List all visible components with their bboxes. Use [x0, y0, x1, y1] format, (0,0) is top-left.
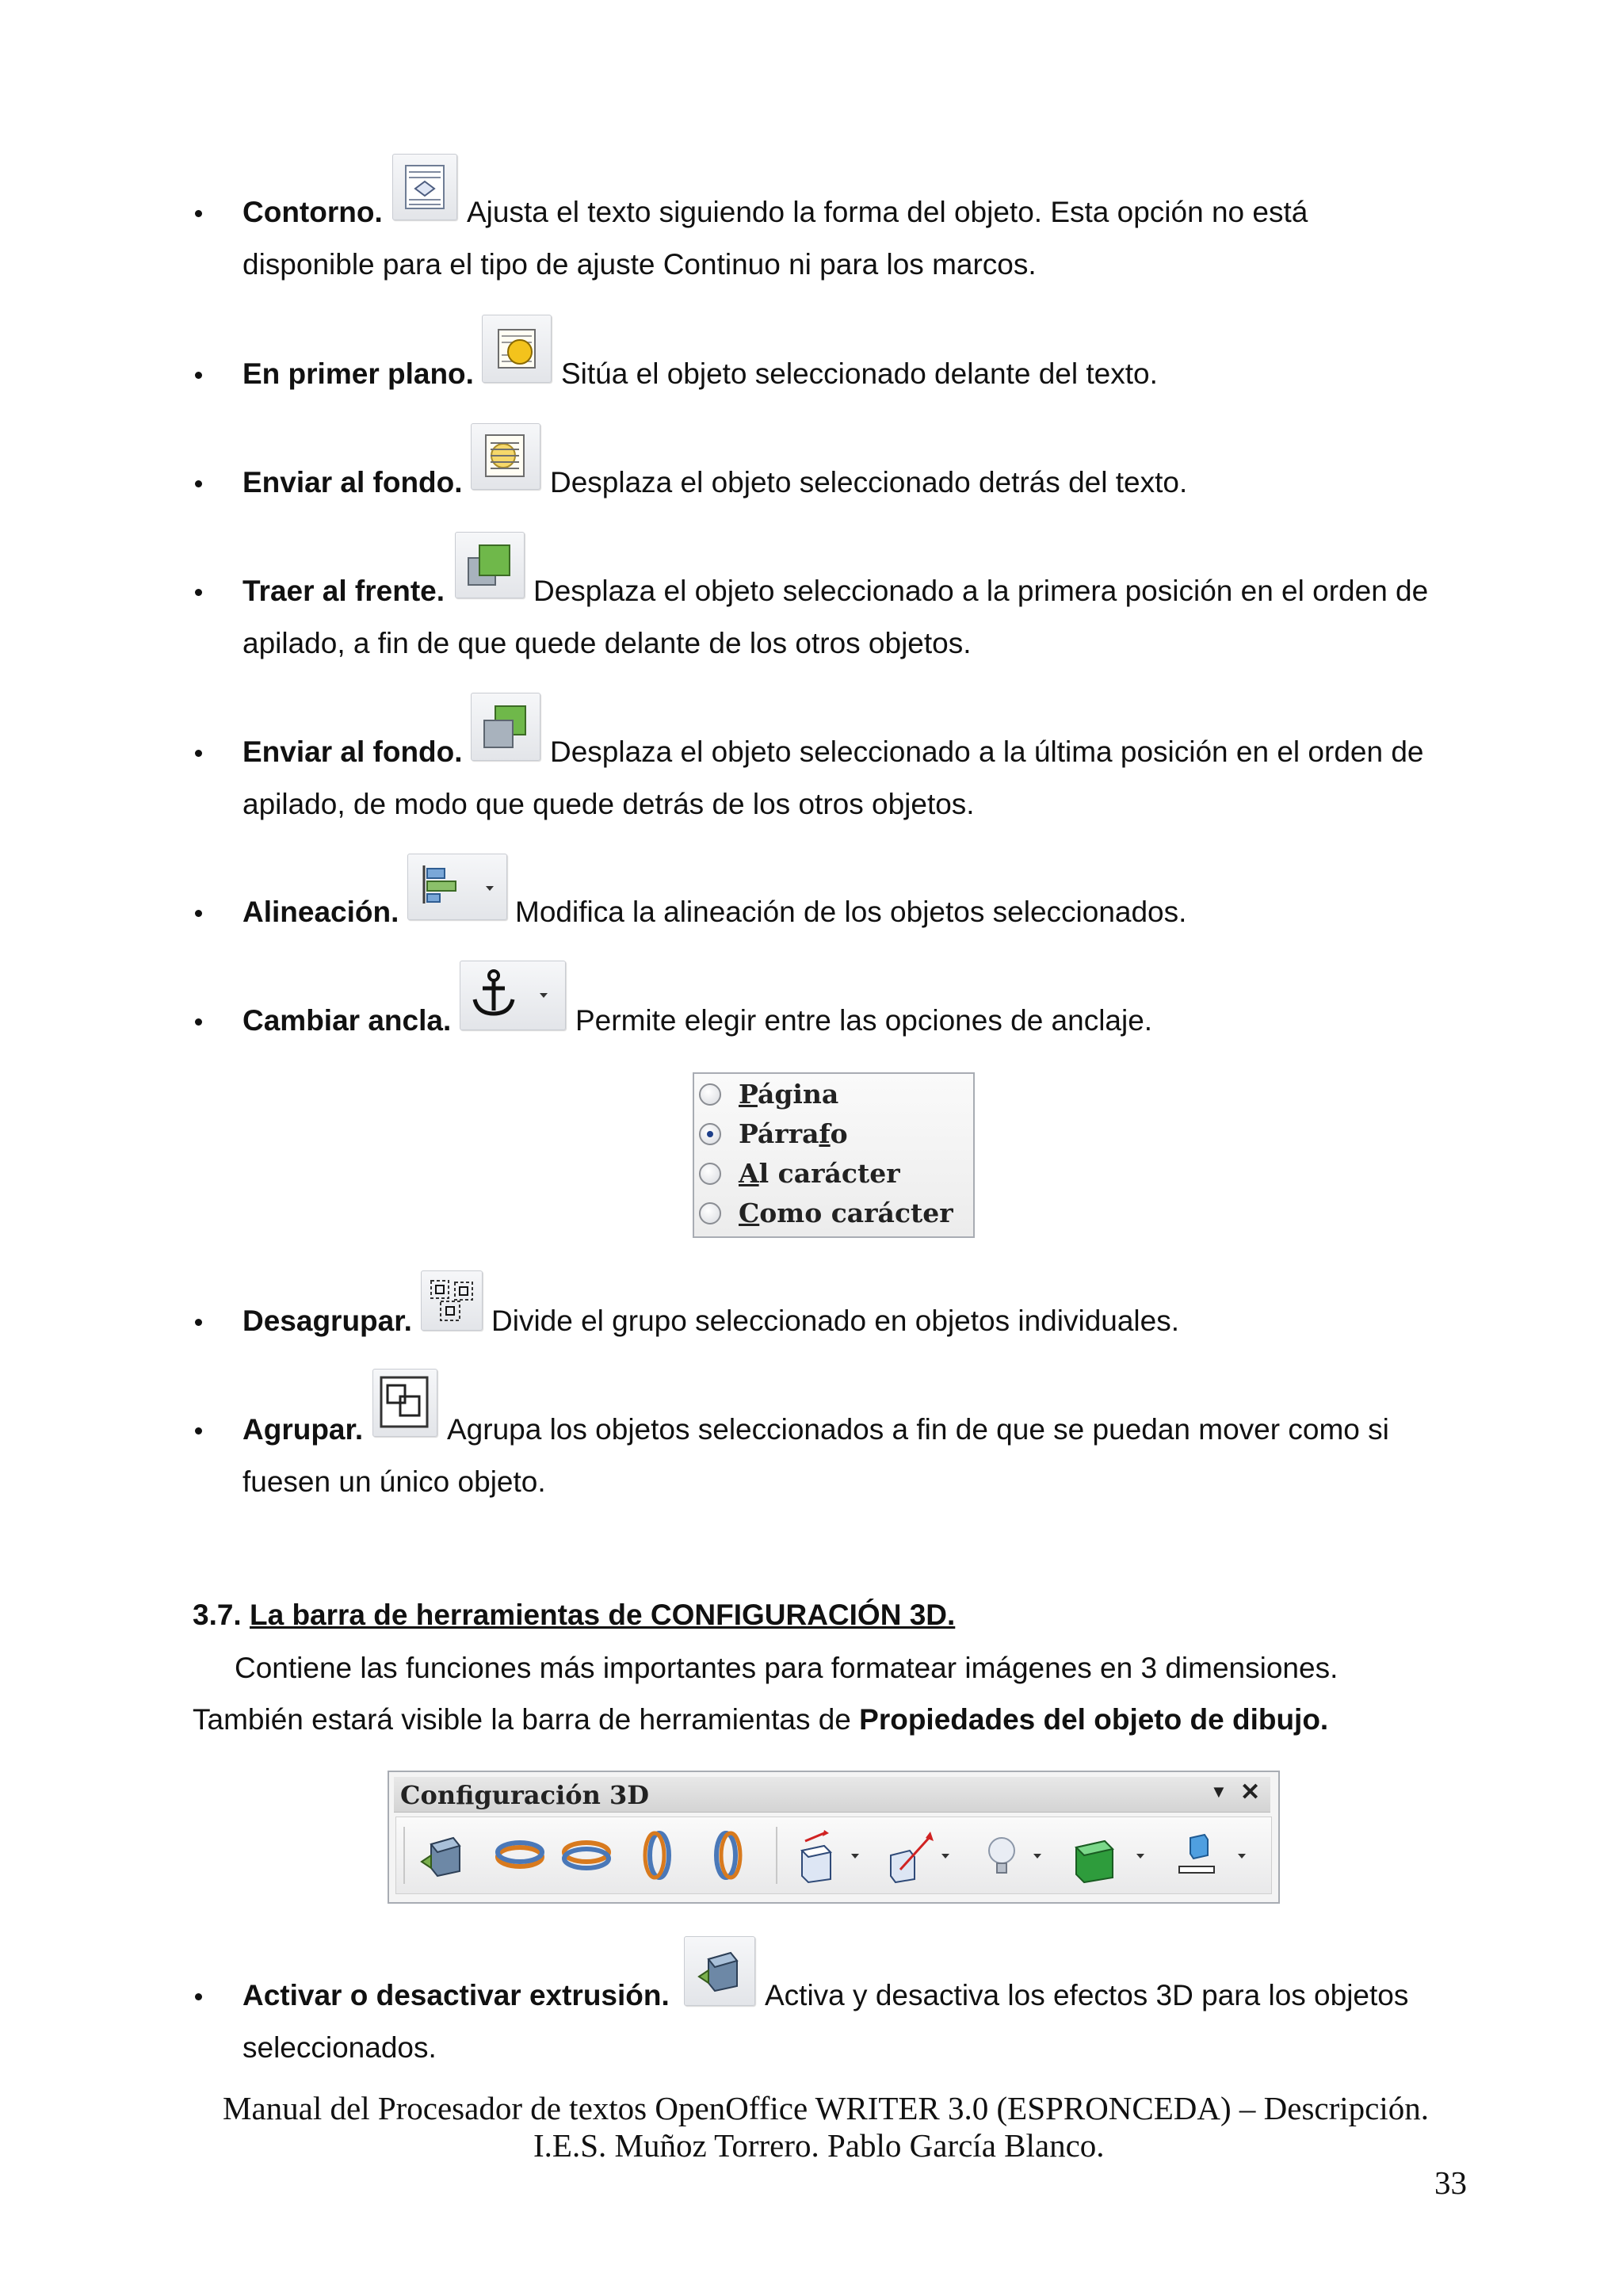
item-title: Contorno. — [242, 196, 383, 228]
direction-icon[interactable] — [878, 1824, 957, 1887]
tilt-left-icon[interactable] — [628, 1824, 691, 1887]
item-text-cont: apilado, a fin de que quede delante de los otros objetos. — [242, 627, 972, 659]
item-text: Desplaza el objeto seleccionado a la primera posición en el orden de — [533, 575, 1429, 607]
anchor-option-label: Página — [739, 1079, 839, 1110]
item-title: Activar o desactivar extrusión. — [242, 1979, 670, 2011]
ungroup-icon[interactable] — [421, 1270, 483, 1331]
anchor-options-panel — [693, 1072, 975, 1238]
radio-button[interactable] — [699, 1202, 721, 1224]
anchor-option-como-caracter[interactable] — [694, 1194, 973, 1234]
alignment-dropdown-icon[interactable] — [407, 854, 507, 920]
mnemonic: P — [739, 1079, 758, 1110]
bullet — [195, 1427, 202, 1435]
anchor-option-parrafo[interactable] — [694, 1115, 973, 1155]
tilt-down-icon[interactable] — [488, 1824, 552, 1887]
radio-button[interactable] — [699, 1163, 721, 1185]
section-paragraph: Contiene las funciones más importantes para formatear imágenes en 3 dimensiones. — [235, 1652, 1338, 1684]
toolbar-menu-icon[interactable]: ▼ — [1210, 1782, 1228, 1801]
wrap-background-icon[interactable] — [471, 423, 540, 490]
section-paragraph — [193, 1702, 1328, 1737]
item-text: Divide el grupo seleccionado en objetos individuales. — [491, 1305, 1180, 1337]
item-text-cont: seleccionados. — [242, 2031, 437, 2064]
item-title: Enviar al fondo. — [242, 466, 463, 499]
section-title: La barra de herramientas de CONFIGURACIÓN 3D. — [250, 1599, 956, 1631]
wrap-through-front-icon[interactable] — [482, 315, 552, 383]
item-text-cont: fuesen un único objeto. — [242, 1465, 546, 1498]
item-title: Desagrupar. — [242, 1305, 412, 1337]
toolbar-title: Configuración 3D — [400, 1780, 649, 1810]
item-title: Cambiar ancla. — [242, 1004, 452, 1037]
tilt-up-icon[interactable] — [555, 1824, 618, 1887]
bring-to-front-icon[interactable] — [455, 532, 525, 598]
item-text: Agrupa los objetos seleccionados a fin de que se puedan mover como si — [447, 1413, 1389, 1446]
item-title: En primer plano. — [242, 357, 474, 390]
bullet — [195, 1018, 202, 1026]
item-text: Permite elegir entre las opciones de anclaje. — [575, 1004, 1153, 1037]
item-line — [242, 195, 383, 230]
surface-icon[interactable] — [1067, 1824, 1154, 1887]
item-title: Enviar al fondo. — [242, 735, 463, 768]
footer-line-2: I.E.S. Muñoz Torrero. Pablo García Blanco. — [533, 2127, 1105, 2164]
3d-color-icon[interactable] — [1162, 1824, 1257, 1887]
anchor-dropdown-icon[interactable] — [460, 961, 566, 1030]
mnemonic: f — [819, 1118, 831, 1149]
depth-icon[interactable] — [788, 1824, 867, 1887]
radio-button[interactable] — [699, 1083, 721, 1106]
3d-settings-toolbar — [388, 1771, 1280, 1904]
bullet — [195, 1993, 202, 2000]
group-icon[interactable] — [372, 1369, 437, 1437]
radio-button-selected[interactable] — [699, 1123, 721, 1145]
send-to-back-icon[interactable] — [471, 693, 540, 761]
extrusion-toggle-icon[interactable] — [411, 1824, 474, 1887]
item-title: Traer al frente. — [242, 575, 445, 607]
item-title: Alineación. — [242, 896, 399, 928]
bullet — [195, 210, 202, 217]
page-number: 33 — [1434, 2164, 1467, 2201]
mnemonic: C — [739, 1198, 760, 1228]
section-number: 3.7. — [193, 1599, 242, 1631]
item-title: Agrupar. — [242, 1413, 364, 1446]
mnemonic: A — [739, 1158, 759, 1189]
toolbar-body — [395, 1817, 1272, 1894]
item-text: Activa y desactiva los efectos 3D para los objetos — [765, 1979, 1409, 2011]
item-text: Desplaza el objeto seleccionado a la última posición en el orden de — [550, 735, 1424, 768]
item-text: Ajusta el texto siguiendo la forma del objeto. Esta opción no está — [467, 196, 1308, 228]
bullet — [195, 372, 202, 379]
paragraph-bold: Propiedades del objeto de dibujo. — [859, 1703, 1329, 1736]
anchor-option-pagina[interactable] — [694, 1075, 973, 1115]
item-text-cont: disponible para el tipo de ajuste Continuo ni para los marcos. — [242, 248, 1037, 281]
footer-line-1: Manual del Procesador de textos OpenOffice WRITER 3.0 (ESPRONCEDA) – Descripción. — [223, 2090, 1430, 2126]
contour-wrap-icon[interactable] — [392, 154, 457, 220]
lighting-icon[interactable] — [972, 1824, 1051, 1887]
section-heading — [193, 1599, 955, 1632]
item-text: Desplaza el objeto seleccionado detrás del texto. — [550, 466, 1188, 499]
bullet — [195, 480, 202, 487]
bullet — [195, 1319, 202, 1326]
anchor-option-label: Como carácter — [739, 1198, 953, 1228]
item-text-cont: apilado, de modo que quede detrás de los otros objetos. — [242, 788, 975, 820]
anchor-option-al-caracter[interactable] — [694, 1155, 973, 1194]
extrusion-onoff-icon[interactable] — [684, 1936, 755, 2006]
paragraph-text: También estará visible la barra de herramientas de — [193, 1703, 860, 1736]
toolbar-titlebar[interactable] — [394, 1777, 1270, 1813]
anchor-option-label: Párrafo — [739, 1118, 848, 1149]
toolbar-close-icon[interactable]: ✕ — [1240, 1779, 1261, 1805]
bullet — [195, 589, 202, 596]
item-text: Sitúa el objeto seleccionado delante del texto. — [561, 357, 1158, 390]
bullet — [195, 750, 202, 757]
item-text: Modifica la alineación de los objetos seleccionados. — [515, 896, 1187, 928]
tilt-right-icon[interactable] — [694, 1824, 758, 1887]
bullet — [195, 910, 202, 917]
anchor-option-label: Al carácter — [739, 1158, 900, 1189]
